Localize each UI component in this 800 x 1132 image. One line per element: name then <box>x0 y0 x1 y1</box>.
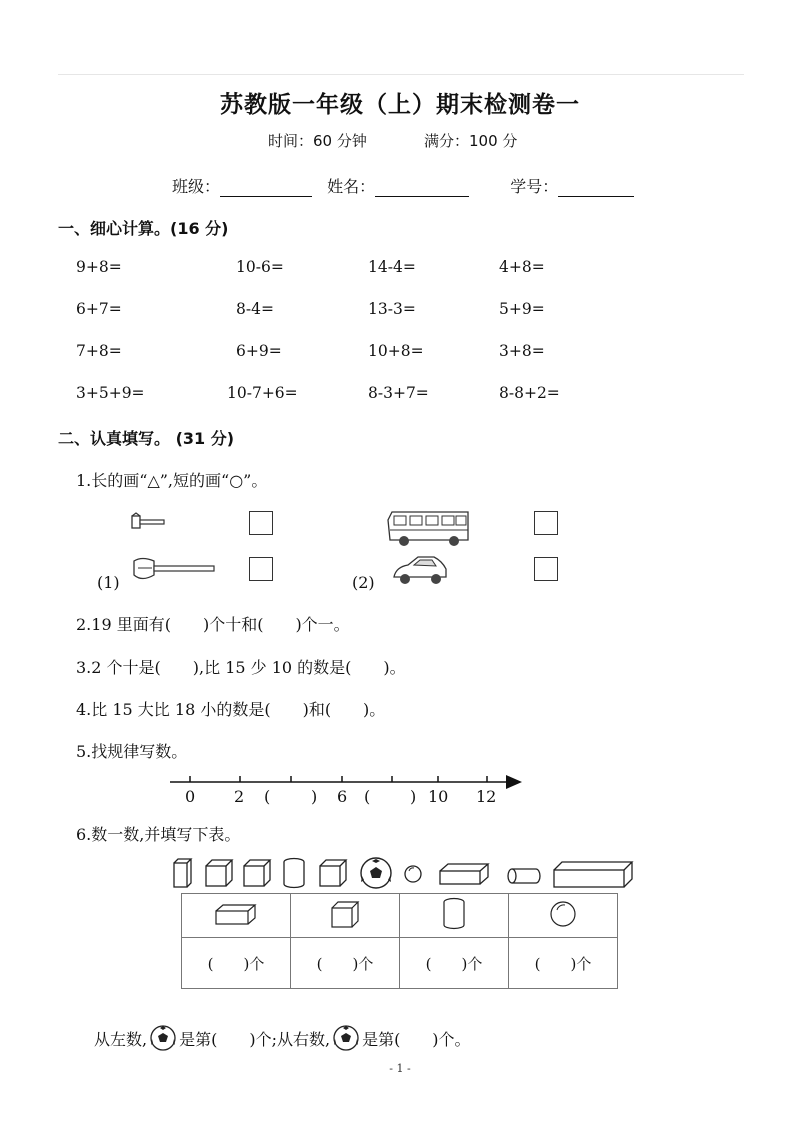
calc-item: 3+5+9= <box>76 384 145 402</box>
name-label: 姓名： <box>327 177 376 196</box>
cube-icon <box>244 860 270 886</box>
calc-item: 3+8= <box>499 342 545 360</box>
section1-heading: 一、细心计算。(16 分) <box>58 219 229 238</box>
page-title: 苏教版一年级（上）期末检测卷一 <box>220 92 580 118</box>
cuboid-icon <box>174 859 191 887</box>
cylinder-icon <box>441 897 467 931</box>
count-cell-cube[interactable]: ( )个 <box>291 938 400 989</box>
question-2: 2.19 里面有( )个十和( )个一。 <box>76 615 350 634</box>
number-line-label: 10 <box>428 787 449 806</box>
cube-icon <box>206 860 232 886</box>
calc-item: 9+8= <box>76 258 122 276</box>
cube-icon <box>320 860 346 886</box>
number-line-label: ) <box>410 787 417 806</box>
count-cell-sphere[interactable]: ( )个 <box>509 938 618 989</box>
soccer-ball-icon <box>361 858 391 888</box>
question-5: 5.找规律写数。 <box>76 742 188 761</box>
number-line-label: 0 <box>185 787 196 806</box>
cuboid-icon <box>554 862 632 887</box>
cylinder-icon <box>284 859 304 888</box>
section2-heading: 二、认真填写。 (31 分) <box>58 429 235 448</box>
calc-item: 5+9= <box>499 300 545 318</box>
bus-icon <box>386 508 472 550</box>
shovel-icon <box>132 555 216 585</box>
group-label-1: (1) <box>97 573 120 592</box>
hammer-icon <box>130 512 166 534</box>
cylinder-icon <box>508 869 540 883</box>
number-line-label: ( <box>264 787 271 806</box>
position-text-a: 从左数, <box>94 1029 148 1049</box>
calc-item: 6+7= <box>76 300 122 318</box>
calc-item: 7+8= <box>76 342 122 360</box>
answer-box-hammer[interactable] <box>249 511 273 535</box>
number-line-label: ) <box>311 787 318 806</box>
score-info: 满分：100 分 <box>424 132 518 150</box>
answer-box-shovel[interactable] <box>249 557 273 581</box>
number-line-label: 2 <box>234 787 245 806</box>
group-label-2: (2) <box>352 573 375 592</box>
position-text-b: 是第( )个;从右数, <box>179 1029 331 1049</box>
question-3: 3.2 个十是( ),比 15 少 10 的数是( )。 <box>76 658 406 677</box>
car-icon <box>390 553 450 589</box>
answer-box-car[interactable] <box>534 557 558 581</box>
position-text-c: 是第( )个。 <box>362 1029 471 1049</box>
student-info-row <box>172 174 634 197</box>
table-header-cuboid <box>182 894 291 938</box>
calc-item: 14-4= <box>368 258 416 276</box>
calc-item: 8-4= <box>236 300 274 318</box>
time-info: 时间：60 分钟 <box>268 132 367 150</box>
count-cell-cuboid[interactable]: ( )个 <box>182 938 291 989</box>
count-cell-cylinder[interactable]: ( )个 <box>400 938 509 989</box>
table-header-cube <box>291 894 400 938</box>
class-field[interactable] <box>220 178 312 197</box>
calc-item: 13-3= <box>368 300 416 318</box>
table-header-cylinder <box>400 894 509 938</box>
position-question <box>94 1024 471 1052</box>
cuboid-icon <box>440 864 488 884</box>
soccer-ball-icon <box>332 1024 360 1052</box>
sphere-icon <box>548 899 578 929</box>
answer-box-bus[interactable] <box>534 511 558 535</box>
id-field[interactable] <box>558 178 634 197</box>
number-line-label: ( <box>364 787 371 806</box>
class-label: 班级： <box>172 177 221 196</box>
number-line-label: 6 <box>337 787 348 806</box>
cuboid-icon <box>214 901 258 927</box>
calc-item: 10-7+6= <box>227 384 298 402</box>
header-rule <box>58 74 744 75</box>
solids-row <box>170 856 640 890</box>
page-number: - 1 - <box>389 1062 411 1075</box>
count-table <box>181 893 618 989</box>
calc-item: 8-8+2= <box>499 384 560 402</box>
calc-item: 8-3+7= <box>368 384 429 402</box>
table-header-sphere <box>509 894 618 938</box>
question-4: 4.比 15 大比 18 小的数是( )和( )。 <box>76 700 386 719</box>
calc-item: 10+8= <box>368 342 424 360</box>
sphere-icon <box>405 866 421 882</box>
number-line-label: 12 <box>476 787 497 806</box>
name-field[interactable] <box>375 178 469 197</box>
calc-item: 4+8= <box>499 258 545 276</box>
question-1: 1.长的画“△”,短的画“○”。 <box>76 471 268 490</box>
id-label: 学号： <box>510 177 559 196</box>
question-6: 6.数一数,并填写下表。 <box>76 825 241 844</box>
soccer-ball-icon <box>149 1024 177 1052</box>
calc-item: 10-6= <box>236 258 284 276</box>
cube-icon <box>329 899 361 929</box>
calc-item: 6+9= <box>236 342 282 360</box>
